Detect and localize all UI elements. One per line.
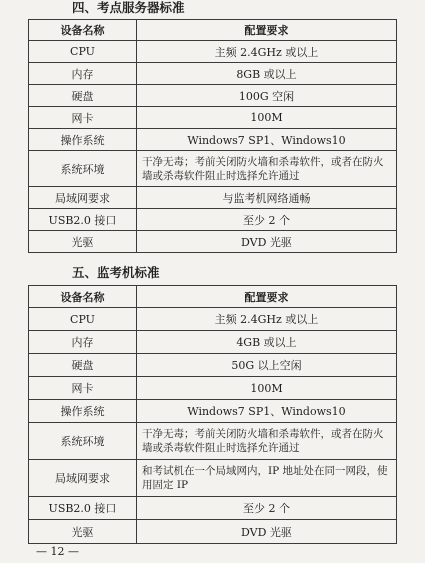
table-row (29, 231, 397, 253)
row-value: 100M (137, 107, 397, 129)
table-row (29, 423, 397, 460)
server-spec-table (28, 19, 397, 253)
table-row (29, 41, 397, 63)
row-label: 网卡 (29, 107, 137, 129)
row-value: Windows7 SP1、Windows10 (137, 129, 397, 151)
row-label: 硬盘 (29, 85, 137, 107)
table-row (29, 63, 397, 85)
table-row (29, 129, 397, 151)
table-row (29, 85, 397, 107)
table-row (29, 107, 397, 129)
row-value: 4GB 或以上 (137, 331, 397, 354)
row-label: 操作系统 (29, 129, 137, 151)
row-label: 系统环境 (29, 423, 137, 460)
header-device-name: 设备名称 (29, 20, 137, 41)
row-label: 局域网要求 (29, 187, 137, 209)
row-label: 硬盘 (29, 354, 137, 377)
table-row (29, 400, 397, 423)
row-value: DVD 光驱 (137, 520, 397, 544)
row-value: 和考试机在一个局域网内，IP 地址处在同一网段，使用固定 IP (137, 460, 397, 497)
row-label: 网卡 (29, 377, 137, 400)
table-header-row (29, 20, 397, 41)
table-row (29, 354, 397, 377)
header-device-name: 设备名称 (29, 286, 137, 308)
row-value: DVD 光驱 (137, 231, 397, 253)
table-row (29, 497, 397, 520)
table-row (29, 308, 397, 331)
row-value: 至少 2 个 (137, 209, 397, 231)
row-label: 局域网要求 (29, 460, 137, 497)
header-config-requirement: 配置要求 (137, 286, 397, 308)
row-label: 系统环境 (29, 151, 137, 187)
row-label: 内存 (29, 331, 137, 354)
table-row (29, 151, 397, 187)
table-row (29, 520, 397, 544)
row-value: 50G 以上空闲 (137, 354, 397, 377)
row-label: USB2.0 接口 (29, 209, 137, 231)
row-label: 内存 (29, 63, 137, 85)
row-value: 主频 2.4GHz 或以上 (137, 308, 397, 331)
section-heading-server: 四、考点服务器标准 (72, 0, 185, 15)
row-label: USB2.0 接口 (29, 497, 137, 520)
row-value: Windows7 SP1、Windows10 (137, 400, 397, 423)
row-value: 至少 2 个 (137, 497, 397, 520)
table-row (29, 187, 397, 209)
row-label: 操作系统 (29, 400, 137, 423)
header-config-requirement: 配置要求 (137, 20, 397, 41)
row-label: 光驱 (29, 520, 137, 544)
row-label: CPU (29, 41, 137, 63)
section-heading-invigilator: 五、监考机标准 (72, 265, 160, 280)
page-number: — 12 — (36, 545, 79, 558)
table-row (29, 331, 397, 354)
row-value: 100M (137, 377, 397, 400)
row-value: 8GB 或以上 (137, 63, 397, 85)
table-header-row (29, 286, 397, 308)
row-value: 干净无毒；考前关闭防火墙和杀毒软件，或者在防火墙或杀毒软件阻止时选择允许通过 (137, 423, 397, 460)
table-row (29, 377, 397, 400)
table-row (29, 209, 397, 231)
row-value: 干净无毒；考前关闭防火墙和杀毒软件，或者在防火墙或杀毒软件阻止时选择允许通过 (137, 151, 397, 187)
row-value: 主频 2.4GHz 或以上 (137, 41, 397, 63)
row-label: 光驱 (29, 231, 137, 253)
row-value: 100G 空闲 (137, 85, 397, 107)
row-value: 与监考机网络通畅 (137, 187, 397, 209)
table-row (29, 460, 397, 497)
invigilator-spec-table (28, 285, 397, 544)
row-label: CPU (29, 308, 137, 331)
